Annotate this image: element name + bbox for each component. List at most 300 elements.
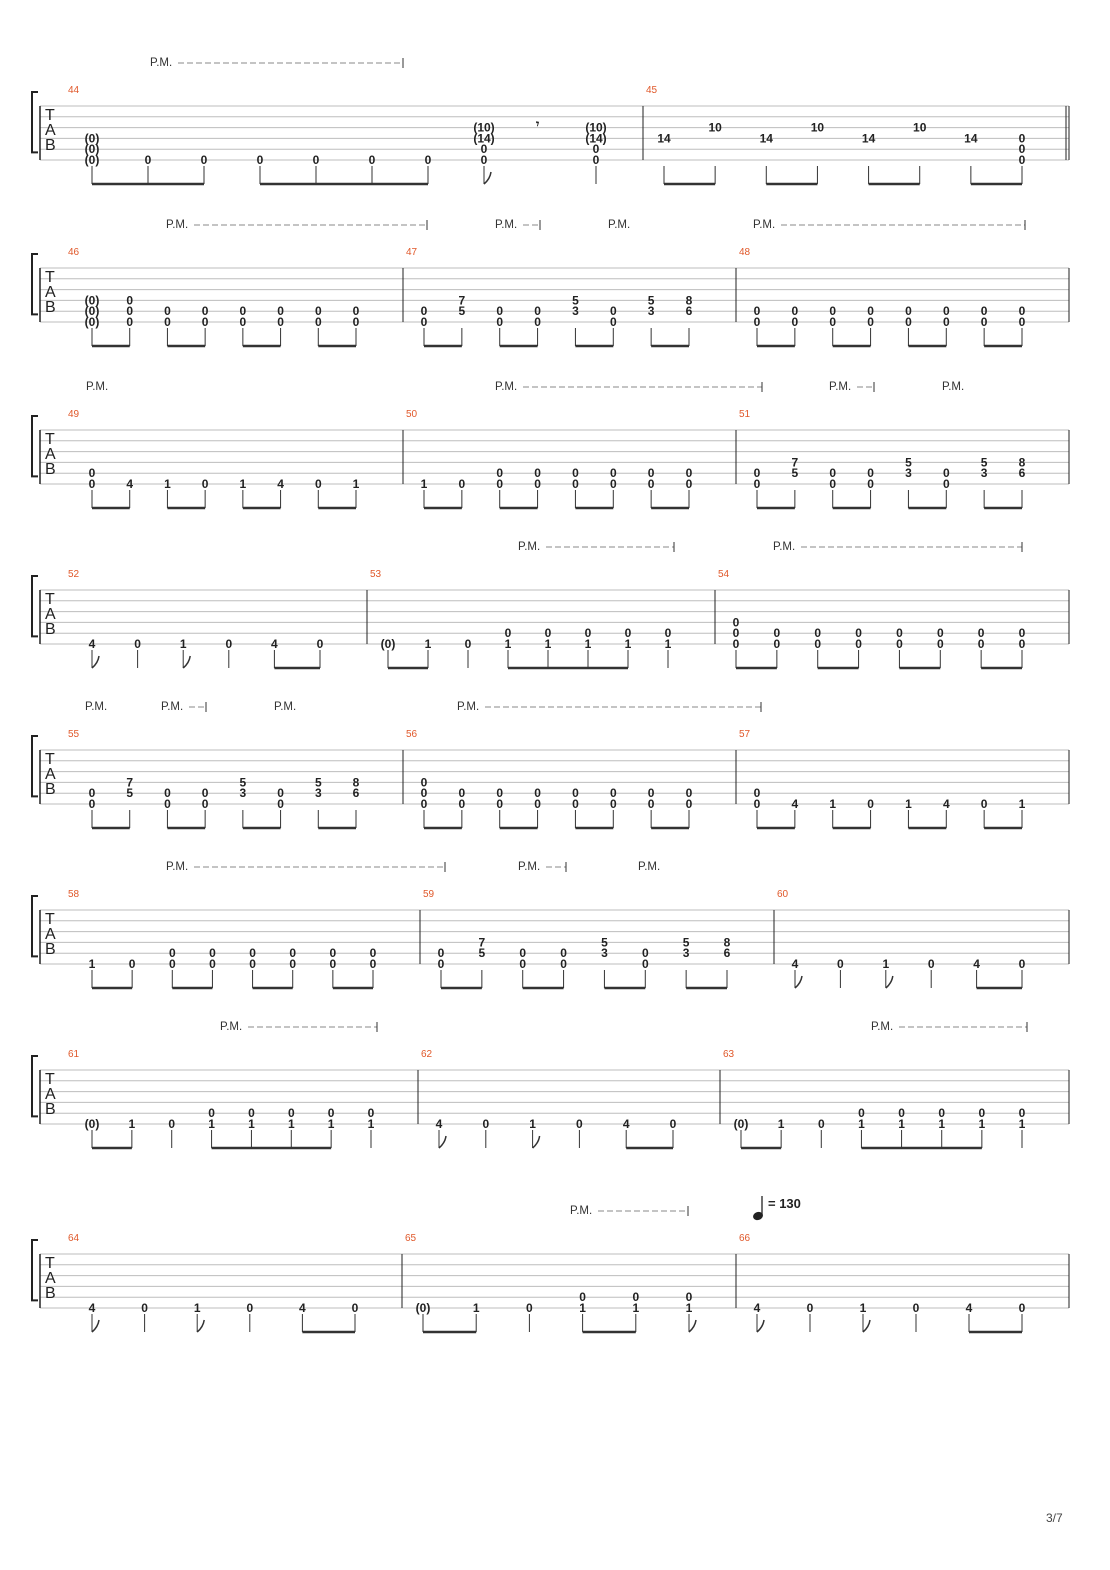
fret-number: 0 [753, 315, 761, 329]
fret-number: 0 [829, 304, 837, 319]
fret-number: 10 [913, 120, 927, 135]
measure-number: 52 [68, 569, 80, 580]
fret-number: 1 [544, 637, 552, 651]
fret-number: 1 [367, 1117, 375, 1131]
fret-number: 1 [1018, 797, 1026, 811]
fret-number: (0) [84, 1117, 100, 1131]
fret-number: 0 [609, 466, 617, 481]
fret-number: 0 [496, 315, 504, 329]
fret-number: 0 [534, 797, 541, 811]
fret-number: 1 [859, 1301, 867, 1315]
fret-number: 0 [168, 946, 176, 961]
staff-system [32, 381, 1069, 508]
fret-number: 0 [144, 153, 152, 167]
measure-number: 65 [405, 1233, 417, 1244]
fret-number: 0 [164, 797, 171, 811]
fret-number: 0 [732, 626, 740, 641]
fret-number: 0 [458, 477, 466, 491]
fret-number: 0 [480, 153, 488, 167]
staff-system [32, 541, 1069, 668]
fret-number: 0 [647, 786, 655, 801]
fret-number: 0 [641, 946, 649, 961]
fret-number: 4 [271, 637, 278, 651]
fret-number: 0 [351, 1301, 359, 1315]
fret-number: 0 [912, 1301, 920, 1315]
fret-number: 0 [1018, 637, 1026, 651]
fret-number: 0 [942, 315, 950, 329]
fret-number: 0 [1018, 131, 1026, 146]
measure-number: 66 [739, 1233, 751, 1244]
fret-number: 0 [277, 304, 284, 319]
fret-number: 0 [201, 315, 209, 329]
fret-number: 0 [977, 637, 985, 651]
tab-clef-letter: B [45, 461, 56, 478]
fret-number: 0 [855, 637, 862, 651]
fret-number: 6 [1018, 466, 1026, 481]
fret-number: 0 [464, 637, 472, 651]
fret-number: 10 [810, 120, 825, 135]
fret-number: 5 [682, 935, 690, 950]
palm-mute-label: P.M. [570, 1205, 593, 1217]
fret-number: 0 [329, 957, 337, 971]
fret-number: (10) [473, 120, 495, 135]
system-bracket [32, 896, 38, 956]
fret-number: 14 [861, 131, 876, 146]
fret-number: 0 [289, 957, 297, 971]
fret-number: 4 [277, 477, 284, 491]
fret-number: 1 [938, 1117, 946, 1131]
note-flag [484, 172, 491, 184]
fret-number: 0 [424, 153, 432, 167]
page-number: 3/7 [1046, 1511, 1063, 1525]
tab-clef-letter: A [45, 766, 56, 783]
fret-number: 0 [938, 1106, 946, 1121]
fret-number: 0 [164, 315, 171, 329]
fret-number: 0 [867, 315, 874, 329]
fret-number: 0 [905, 304, 912, 319]
fret-number: 0 [829, 477, 837, 491]
fret-number: 0 [314, 304, 322, 319]
fret-number: 1 [584, 637, 592, 651]
fret-number: 0 [942, 466, 950, 481]
fret-number: 0 [791, 315, 799, 329]
fret-number: 0 [896, 626, 903, 641]
fret-number: 0 [817, 1117, 825, 1131]
fret-number: 0 [685, 1290, 693, 1305]
fret-number: 4 [753, 1301, 761, 1315]
note-flag [886, 976, 893, 988]
fret-number: 0 [526, 1301, 533, 1315]
fret-number: 1 [287, 1117, 295, 1131]
fret-number: 0 [572, 466, 579, 481]
fret-number: 0 [277, 315, 284, 329]
fret-number: 7 [478, 935, 486, 950]
fret-number: 1 [777, 1117, 785, 1131]
fret-number: 0 [327, 1106, 335, 1121]
fret-number: 3 [239, 786, 247, 801]
fret-number: 0 [369, 957, 377, 971]
fret-number: 0 [905, 315, 912, 329]
note-flag [92, 1320, 99, 1332]
fret-number: 0 [209, 946, 216, 961]
fret-number: 0 [164, 786, 171, 801]
fret-number: 0 [312, 153, 320, 167]
measure-number: 55 [68, 729, 80, 740]
fret-number: 0 [829, 466, 837, 481]
palm-mute-label: P.M. [495, 381, 518, 393]
measure-number: 61 [68, 1049, 80, 1060]
fret-number: 0 [641, 957, 649, 971]
fret-number: 0 [496, 786, 504, 801]
fret-number: 0 [88, 477, 96, 491]
palm-mute-label: P.M. [166, 861, 189, 873]
fret-number: 0 [647, 797, 655, 811]
tempo-label: = 130 [768, 1196, 801, 1211]
fret-number: 0 [669, 1117, 677, 1131]
fret-number: 0 [201, 477, 209, 491]
palm-mute-label: P.M. [608, 219, 631, 231]
measure-number: 53 [370, 569, 382, 580]
fret-number: 0 [576, 1117, 583, 1131]
fret-number: 1 [352, 477, 360, 491]
fret-number: 1 [898, 1117, 905, 1131]
fret-number: 0 [134, 637, 141, 651]
fret-number: 0 [201, 786, 209, 801]
fret-number: 1 [164, 477, 171, 491]
fret-number: 0 [248, 1106, 255, 1121]
fret-number: 1 [978, 1117, 986, 1131]
measure-number: 64 [68, 1233, 80, 1244]
tab-clef-letter: T [45, 1255, 55, 1272]
fret-number: 0 [927, 957, 935, 971]
fret-number: 1 [420, 477, 428, 491]
fret-number: (0) [84, 315, 100, 329]
fret-number: 3 [980, 466, 988, 481]
fret-number: 0 [855, 626, 862, 641]
fret-number: 0 [685, 466, 693, 481]
fret-number: 0 [791, 304, 799, 319]
palm-mute-label: P.M. [942, 381, 965, 393]
fret-number: 0 [88, 797, 96, 811]
fret-number: (0) [84, 142, 100, 157]
fret-number: 0 [647, 466, 655, 481]
fret-number: 5 [458, 304, 466, 319]
fret-number: 6 [723, 946, 731, 961]
fret-number: 0 [437, 946, 445, 961]
fret-number: 0 [88, 466, 96, 481]
tab-clef-letter: T [45, 911, 55, 928]
fret-number: 1 [472, 1301, 480, 1315]
fret-number: 0 [256, 153, 264, 167]
fret-number: 14 [759, 131, 773, 146]
measure-number: 49 [68, 409, 80, 420]
tab-clef-letter: T [45, 591, 55, 608]
staff-system [32, 1196, 1069, 1332]
fret-number: 5 [791, 466, 799, 481]
fret-number: 0 [1018, 1106, 1026, 1121]
fret-number: 0 [329, 946, 337, 961]
fret-number: 0 [128, 957, 136, 971]
fret-number: 3 [682, 946, 690, 961]
fret-number: 0 [482, 1117, 490, 1131]
fret-number: 0 [437, 957, 445, 971]
tab-clef-letter: A [45, 122, 56, 139]
fret-number: 5 [572, 293, 579, 308]
fret-number: 0 [560, 957, 567, 971]
measure-number: 47 [406, 247, 418, 258]
palm-mute-label: P.M. [773, 541, 796, 553]
fret-number: 0 [942, 477, 950, 491]
fret-number: (0) [415, 1301, 431, 1315]
fret-number: (10) [585, 120, 607, 135]
staff-system [32, 57, 1069, 184]
fret-number: 0 [572, 477, 579, 491]
staff-system [32, 1021, 1069, 1148]
measure-number: 63 [723, 1049, 735, 1060]
fret-number: 8 [352, 775, 360, 790]
tempo-marking [752, 1196, 801, 1221]
palm-mute-label: P.M. [457, 701, 480, 713]
palm-mute-label: P.M. [166, 219, 189, 231]
palm-mute-label: P.M. [518, 861, 541, 873]
staff-system [32, 861, 1069, 988]
fret-number: 0 [352, 315, 360, 329]
measure-number: 62 [421, 1049, 433, 1060]
palm-mute-label: P.M. [86, 381, 109, 393]
fret-number: 0 [420, 304, 428, 319]
fret-number: 0 [168, 1117, 176, 1131]
fret-number: 0 [867, 466, 874, 481]
fret-number: 0 [420, 315, 428, 329]
fret-number: 0 [609, 786, 617, 801]
fret-number: 4 [791, 957, 799, 971]
system-bracket [32, 736, 38, 796]
fret-number: 0 [560, 946, 567, 961]
fret-number: 0 [685, 477, 693, 491]
fret-number: 1 [685, 1301, 693, 1315]
fret-number: 0 [141, 1301, 148, 1315]
fret-number: 0 [579, 1290, 586, 1305]
fret-number: 0 [534, 477, 541, 491]
tab-clef-letter: B [45, 1285, 56, 1302]
fret-number: 1 [88, 957, 96, 971]
fret-number: 0 [534, 304, 541, 319]
fret-number: (0) [84, 304, 100, 319]
fret-number: 0 [126, 304, 134, 319]
fret-number: 4 [973, 957, 980, 971]
fret-number: 0 [753, 786, 761, 801]
fret-number: 4 [88, 1301, 96, 1315]
fret-number: 0 [246, 1301, 254, 1315]
fret-number: (0) [84, 293, 100, 308]
fret-number: 4 [299, 1301, 306, 1315]
fret-number: 1 [858, 1117, 865, 1131]
tab-clef-letter: A [45, 926, 56, 943]
fret-number: 0 [609, 315, 617, 329]
fret-number: 3 [601, 946, 608, 961]
fret-number: 3 [572, 304, 579, 319]
fret-number: 14 [964, 131, 978, 146]
fret-number: 4 [126, 477, 134, 491]
fret-number: 4 [791, 797, 799, 811]
fret-number: 0 [201, 797, 209, 811]
fret-number: 5 [314, 775, 322, 790]
fret-number: 1 [239, 477, 247, 491]
fret-number: 0 [753, 304, 761, 319]
fret-number: 0 [480, 142, 488, 157]
tab-clef-letter: T [45, 431, 55, 448]
fret-number: 0 [732, 637, 740, 651]
fret-number: 0 [980, 797, 988, 811]
note-flag [795, 976, 802, 988]
fret-number: 0 [289, 946, 297, 961]
tab-clef-letter: B [45, 1101, 56, 1118]
note-flag [863, 1320, 870, 1332]
fret-number: 0 [352, 304, 360, 319]
fret-number: 0 [496, 477, 504, 491]
fret-number: 0 [837, 957, 844, 971]
fret-number: 0 [867, 304, 874, 319]
fret-number: 1 [829, 797, 837, 811]
fret-number: 0 [624, 626, 632, 641]
tab-clef-letter: T [45, 1071, 55, 1088]
fret-number: 0 [592, 142, 600, 157]
fret-number: 7 [791, 455, 799, 470]
fret-number: 6 [685, 304, 693, 319]
system-bracket [32, 1056, 38, 1116]
fret-number: 0 [753, 797, 761, 811]
fret-number: 10 [708, 120, 722, 135]
palm-mute-label: P.M. [85, 701, 108, 713]
fret-number: 0 [1018, 315, 1026, 329]
fret-number: 1 [424, 637, 432, 651]
system-bracket [32, 416, 38, 476]
fret-number: 5 [601, 935, 608, 950]
measure-number: 48 [739, 247, 751, 258]
fret-number: 0 [420, 797, 428, 811]
fret-number: 0 [496, 304, 504, 319]
fret-number: (0) [84, 131, 100, 146]
fret-number: 7 [126, 775, 134, 790]
fret-number: 0 [936, 626, 944, 641]
tab-clef-letter: T [45, 751, 55, 768]
fret-number: 1 [624, 637, 632, 651]
fret-number: 0 [126, 315, 134, 329]
fret-number: 0 [420, 786, 428, 801]
tab-clef-letter: B [45, 781, 56, 798]
fret-number: 1 [882, 957, 890, 971]
fret-number: 0 [458, 797, 466, 811]
fret-number: 0 [664, 626, 672, 641]
measure-number: 44 [68, 85, 80, 96]
fret-number: 0 [534, 466, 541, 481]
fret-number: 8 [1018, 455, 1026, 470]
fret-number: 0 [980, 304, 988, 319]
fret-number: 1 [248, 1117, 255, 1131]
note-flag [92, 656, 99, 668]
fret-number: 0 [685, 797, 693, 811]
tab-clef-letter: T [45, 107, 55, 124]
fret-number: 1 [1018, 1117, 1026, 1131]
fret-number: 7 [458, 293, 466, 308]
fret-number: 3 [314, 786, 322, 801]
fret-number: 1 [905, 797, 912, 811]
fret-number: 0 [867, 477, 874, 491]
fret-number: 0 [867, 797, 874, 811]
palm-mute-label: P.M. [150, 57, 173, 69]
fret-number: 4 [965, 1301, 973, 1315]
fret-number: 0 [753, 466, 761, 481]
fret-number: 0 [496, 466, 504, 481]
palm-mute-label: P.M. [161, 701, 184, 713]
fret-number: 0 [201, 304, 209, 319]
fret-number: 0 [249, 957, 256, 971]
fret-number: 0 [898, 1106, 905, 1121]
fret-number: 8 [723, 935, 731, 950]
fret-number: 0 [369, 946, 377, 961]
fret-number: 1 [128, 1117, 136, 1131]
fret-number: 5 [126, 786, 134, 801]
fret-number: 5 [239, 775, 247, 790]
fret-number: 0 [458, 786, 466, 801]
fret-number: 4 [622, 1117, 630, 1131]
fret-number: 0 [277, 797, 284, 811]
measure-number: 56 [406, 729, 418, 740]
fret-number: 0 [829, 315, 837, 329]
system-bracket [32, 1240, 38, 1300]
fret-number: 0 [978, 1106, 986, 1121]
fret-number: 1 [529, 1117, 536, 1131]
fret-number: 0 [368, 153, 376, 167]
fret-number: 0 [168, 957, 176, 971]
fret-number: 14 [657, 131, 671, 146]
fret-number: (0) [733, 1117, 749, 1131]
measure-number: 54 [718, 569, 730, 580]
palm-mute-label: P.M. [220, 1021, 243, 1033]
palm-mute-label: P.M. [871, 1021, 894, 1033]
fret-number: 0 [858, 1106, 865, 1121]
fret-number: 0 [609, 797, 617, 811]
fret-number: 0 [1018, 957, 1026, 971]
fret-number: 0 [164, 304, 171, 319]
tab-clef-letter: A [45, 284, 56, 301]
fret-number: 0 [647, 477, 655, 491]
tab-clef-letter: A [45, 446, 56, 463]
fret-number: 0 [544, 626, 552, 641]
fret-number: 0 [519, 946, 527, 961]
measure-number: 60 [777, 889, 789, 900]
fret-number: 1 [632, 1301, 640, 1315]
fret-number: 8 [685, 293, 693, 308]
tab-clef-letter: A [45, 1270, 56, 1287]
note-flag [439, 1136, 446, 1148]
fret-number: 0 [1018, 153, 1026, 167]
measure-number: 57 [739, 729, 751, 740]
staff-system [32, 219, 1069, 346]
fret-number: 0 [1018, 1301, 1026, 1315]
fret-number: 1 [208, 1117, 215, 1131]
fret-number: 0 [773, 626, 781, 641]
fret-number: 0 [88, 786, 96, 801]
fret-number: 4 [942, 797, 950, 811]
fret-number: 0 [287, 1106, 295, 1121]
measure-number: 50 [406, 409, 418, 420]
fret-number: 1 [664, 637, 672, 651]
fret-number: (0) [84, 153, 100, 167]
fret-number: 0 [519, 957, 527, 971]
system-bracket [32, 92, 38, 152]
palm-mute-label: P.M. [638, 861, 661, 873]
